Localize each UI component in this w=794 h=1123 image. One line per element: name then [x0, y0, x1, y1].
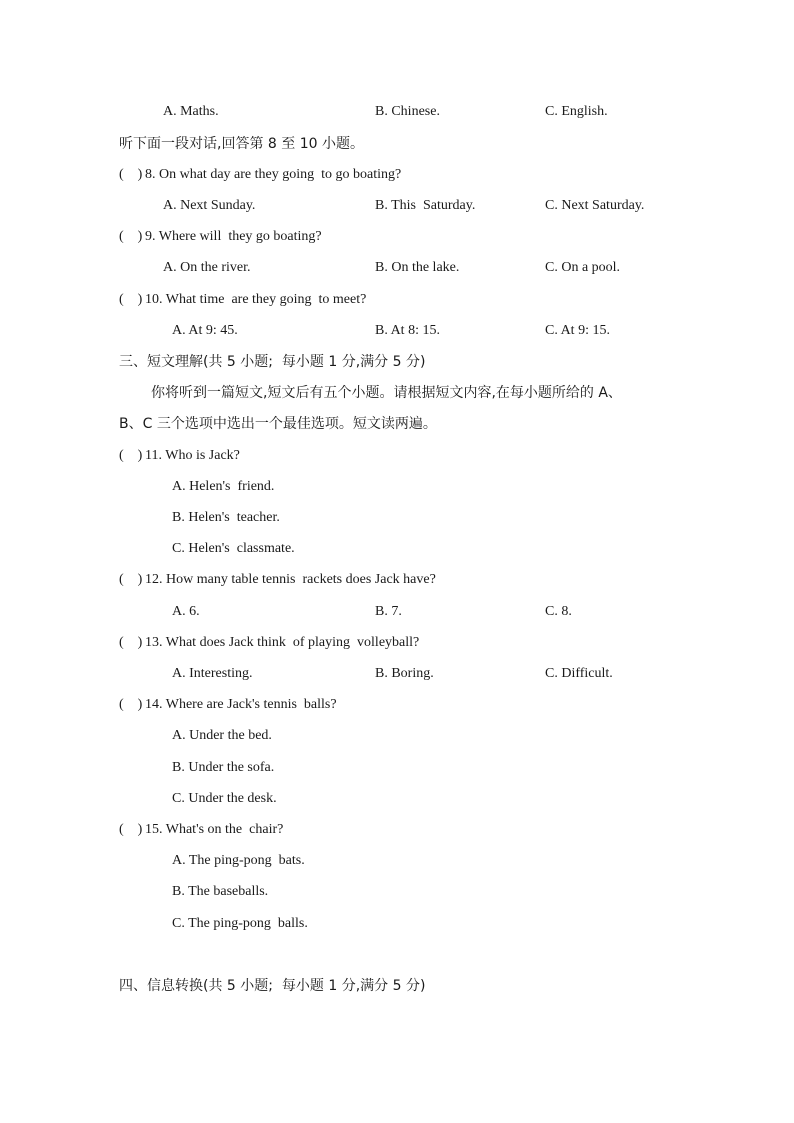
q12-answer-paren: ( ) [119, 572, 143, 587]
q11-option-a: A. Helen's friend. [172, 479, 275, 494]
q8-question: 8. On what day are they going to go boating? [145, 167, 402, 182]
q12-option-a: A. 6. [172, 604, 200, 619]
q10-answer-paren: ( ) [119, 292, 143, 307]
q10-option-b: B. At 8: 15. [375, 323, 440, 338]
q13-answer-paren: ( ) [119, 635, 143, 650]
q14-option-a: A. Under the bed. [172, 728, 272, 743]
q14-option-c: C. Under the desk. [172, 791, 277, 806]
q11-option-c: C. Helen's classmate. [172, 541, 295, 556]
q14-option-b: B. Under the sofa. [172, 760, 275, 775]
q15-option-a: A. The ping-pong bats. [172, 853, 305, 868]
q14-question: 14. Where are Jack's tennis balls? [145, 697, 337, 712]
q13-option-b: B. Boring. [375, 666, 434, 681]
q8-option-b: B. This Saturday. [375, 198, 476, 213]
q15-question: 15. What's on the chair? [145, 822, 284, 837]
q8-option-c: C. Next Saturday. [545, 198, 645, 213]
q15-answer-paren: ( ) [119, 822, 143, 837]
q9-option-a: A. On the river. [163, 260, 251, 275]
q12-option-b: B. 7. [375, 604, 402, 619]
q13-option-a: A. Interesting. [172, 666, 253, 681]
q11-answer-paren: ( ) [119, 448, 143, 463]
q11-question: 11. Who is Jack? [145, 448, 240, 463]
q7-option-a: A. Maths. [163, 104, 219, 119]
q9-answer-paren: ( ) [119, 229, 143, 244]
section3-instruction-line1: 你将听到一篇短文,短文后有五个小题。请根据短文内容,在每小题所给的 A、 [151, 385, 622, 401]
q15-option-c: C. The ping-pong balls. [172, 916, 308, 931]
q7-option-b: B. Chinese. [375, 104, 440, 119]
dialog-instruction: 听下面一段对话,回答第 8 至 10 小题。 [119, 136, 364, 152]
q9-question: 9. Where will they go boating? [145, 229, 322, 244]
q10-option-a: A. At 9: 45. [172, 323, 238, 338]
q14-answer-paren: ( ) [119, 697, 143, 712]
q11-option-b: B. Helen's teacher. [172, 510, 280, 525]
q8-option-a: A. Next Sunday. [163, 198, 256, 213]
q13-question: 13. What does Jack think of playing volleyball? [145, 635, 420, 650]
section4-heading: 四、信息转换(共 5 小题; 每小题 1 分,满分 5 分) [119, 978, 426, 994]
section3-heading: 三、短文理解(共 5 小题; 每小题 1 分,满分 5 分) [119, 354, 426, 370]
q9-option-b: B. On the lake. [375, 260, 460, 275]
q10-option-c: C. At 9: 15. [545, 323, 610, 338]
q9-option-c: C. On a pool. [545, 260, 621, 275]
q10-question: 10. What time are they going to meet? [145, 292, 367, 307]
q13-option-c: C. Difficult. [545, 666, 613, 681]
q8-answer-paren: ( ) [119, 167, 143, 182]
q12-question: 12. How many table tennis rackets does Jack have? [145, 572, 436, 587]
q12-option-c: C. 8. [545, 604, 572, 619]
section3-instruction-line2: B、C 三个选项中选出一个最佳选项。短文读两遍。 [119, 416, 437, 432]
q7-option-c: C. English. [545, 104, 608, 119]
q15-option-b: B. The baseballs. [172, 884, 269, 899]
